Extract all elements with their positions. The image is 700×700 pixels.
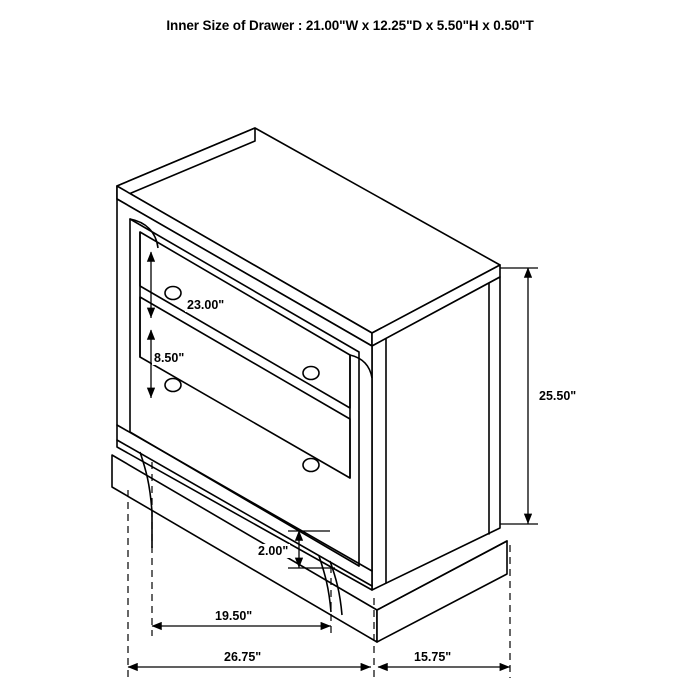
dimension-label-base-inner-width: 19.50"	[215, 609, 253, 623]
dimension-label-overall-height: 25.50"	[539, 389, 577, 403]
dimension-label-drawer-top-width: 23.00"	[187, 298, 225, 312]
dimension-label-side-depth: 15.75"	[414, 650, 452, 664]
dimension-label-drawer-bottom-height: 8.50"	[154, 351, 185, 365]
dimension-label-leg-clearance-height: 2.00"	[258, 544, 289, 558]
dimension-label-front-width: 26.75"	[224, 650, 262, 664]
page-title: Inner Size of Drawer : 21.00"W x 12.25"D x 5.50"H x 0.50"T	[166, 18, 534, 33]
